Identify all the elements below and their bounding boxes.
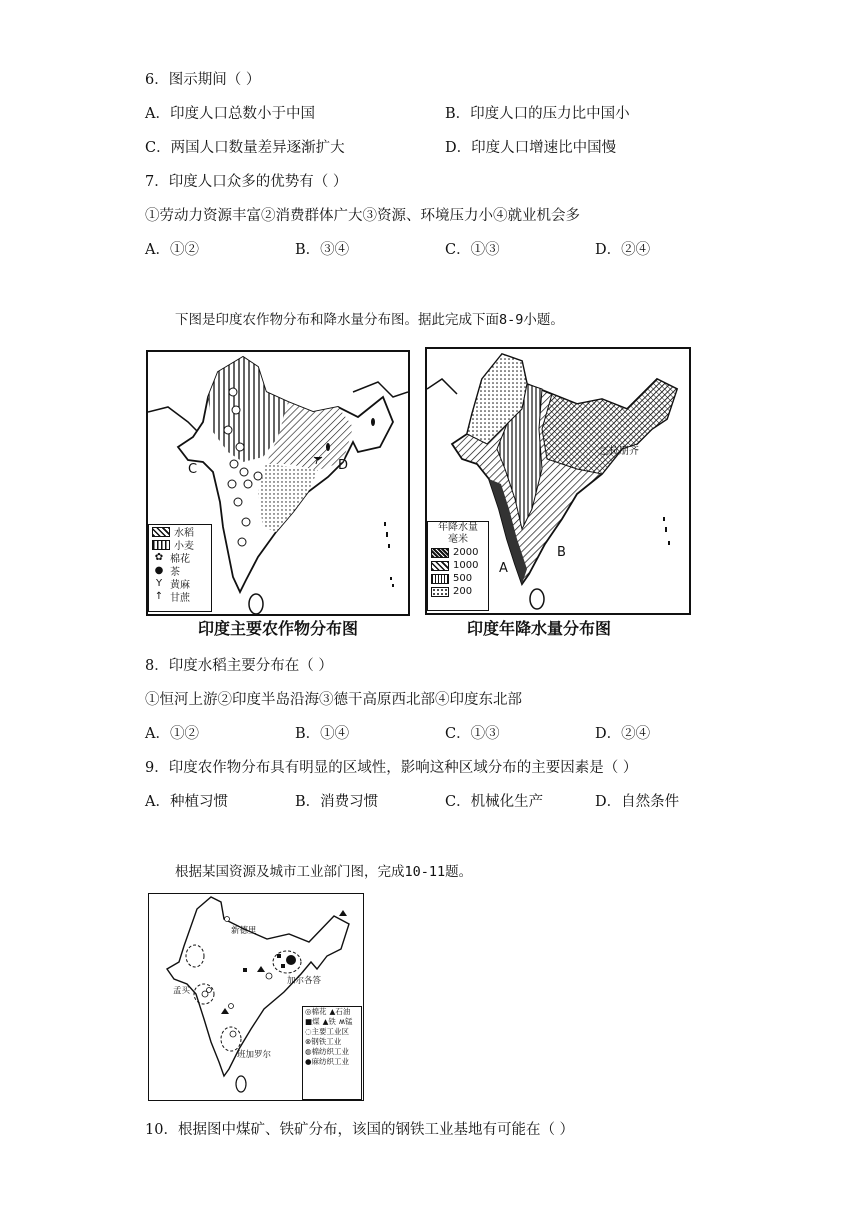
manganese-icon: ʍ xyxy=(338,1017,346,1026)
legend-200: 200 xyxy=(428,585,488,598)
q9-option-d: D．自然条件 xyxy=(595,794,680,810)
industrial-zone-icon: ◌ xyxy=(305,1027,312,1036)
q6-stem: 6．图示期间（ ） xyxy=(145,72,261,88)
intro-maps-10-11: 根据某国资源及城市工业部门图，完成10-11题。 xyxy=(175,864,473,880)
q7-stem: 7．印度人口众多的优势有（ ） xyxy=(145,174,348,190)
legend-unit: 毫米 xyxy=(448,534,468,545)
legend-rice: 水稻 xyxy=(149,525,211,538)
industry-legend: ◎ 棉花 ▲ 石油 ■ 煤 ▲ 铁 ʍ 锰 ◌主要工业区 ⊗钢铁工业 ◍棉纺织工业 ●麻纺织工业 xyxy=(302,1006,362,1100)
q6-option-a: A．印度人口总数小于中国 xyxy=(145,106,315,122)
legend-1000: 1000 xyxy=(428,559,488,572)
city-kolkata: 加尔各答 xyxy=(287,976,322,986)
steel-icon: ⊗ xyxy=(305,1037,312,1046)
city-mumbai: 孟买 xyxy=(173,986,191,996)
jute-icon: Y xyxy=(155,578,163,589)
jute-textile-icon: ● xyxy=(305,1057,312,1066)
q7-statements: ①劳动力资源丰富②消费群体广大③资源、环境压力小④就业机会多 xyxy=(145,208,580,224)
cotton-icon: ◎ xyxy=(305,1007,312,1016)
sugarcane-icon: ↑ xyxy=(154,591,164,602)
precip-legend xyxy=(427,521,489,611)
legend-wheat: 小麦 xyxy=(149,538,211,551)
legend-2000: 2000 xyxy=(428,546,488,559)
q7-option-b: B．③④ xyxy=(295,242,350,258)
q6-option-d: D．印度人口增速比中国慢 xyxy=(445,140,617,156)
q8-option-b: B．①④ xyxy=(295,726,350,742)
q7-option-d: D．②④ xyxy=(595,242,651,258)
q8-statements: ①恒河上游②印度半岛沿海③德干高原西北部④印度东北部 xyxy=(145,692,522,708)
legend-tea: ● 茶 xyxy=(149,564,211,577)
q6-option-b: B．印度人口的压力比中国小 xyxy=(445,106,630,122)
legend-500: 500 xyxy=(428,572,488,585)
q7-option-a: A．①② xyxy=(145,242,199,258)
q8-option-c: C．①③ xyxy=(445,726,500,742)
legend-cotton: ✿ 棉花 xyxy=(149,551,211,564)
crop-legend xyxy=(148,524,212,612)
city-new-delhi: 新德里 xyxy=(231,926,257,936)
coal-icon: ■ xyxy=(305,1017,313,1026)
city-bangalore: 班加罗尔 xyxy=(237,1050,272,1060)
map2-label-a: A xyxy=(499,561,508,576)
q9-stem: 9．印度农作物分布具有明显的区域性，影响这种区域分布的主要因素是（ ） xyxy=(145,760,638,776)
q9-option-b: B．消费习惯 xyxy=(295,794,379,810)
cotton-textile-icon: ◍ xyxy=(305,1047,312,1056)
crop-distribution-map xyxy=(146,350,410,616)
tea-leaf-icon: ● xyxy=(154,565,164,576)
precipitation-map xyxy=(425,347,691,615)
q7-option-c: C．①③ xyxy=(445,242,500,258)
map1-label-d: D xyxy=(338,458,349,473)
q6-option-c: C．两国人口数量差异逐渐扩大 xyxy=(145,140,345,156)
map2-label-b: B xyxy=(557,545,566,560)
crop-map-caption: 印度主要农作物分布图 xyxy=(198,619,359,638)
legend-sugarcane: ↑ 甘蔗 xyxy=(149,590,211,603)
resource-industry-map xyxy=(148,893,364,1101)
q10-stem: 10．根据图中煤矿、铁矿分布，该国的钢铁工业基地有可能在（ ） xyxy=(145,1122,575,1138)
map2-city-cherrapunji: 乞拉朋齐 xyxy=(599,446,639,457)
intro-maps-8-9: 下图是印度农作物分布和降水量分布图。据此完成下面8-9小题。 xyxy=(175,312,564,328)
map1-label-c: C xyxy=(188,462,198,477)
legend-jute: Y 黄麻 xyxy=(149,577,211,590)
oil-icon: ▲ xyxy=(329,1007,336,1016)
q8-stem: 8．印度水稻主要分布在（ ） xyxy=(145,658,333,674)
q8-option-a: A．①② xyxy=(145,726,199,742)
q8-option-d: D．②④ xyxy=(595,726,651,742)
q9-option-a: A．种植习惯 xyxy=(145,794,228,810)
iron-icon: ▲ xyxy=(322,1017,329,1026)
legend-title: 年降水量 xyxy=(438,522,478,533)
cotton-icon: ✿ xyxy=(154,552,164,563)
precip-map-caption: 印度年降水量分布图 xyxy=(467,619,612,638)
q9-option-c: C．机械化生产 xyxy=(445,794,544,810)
